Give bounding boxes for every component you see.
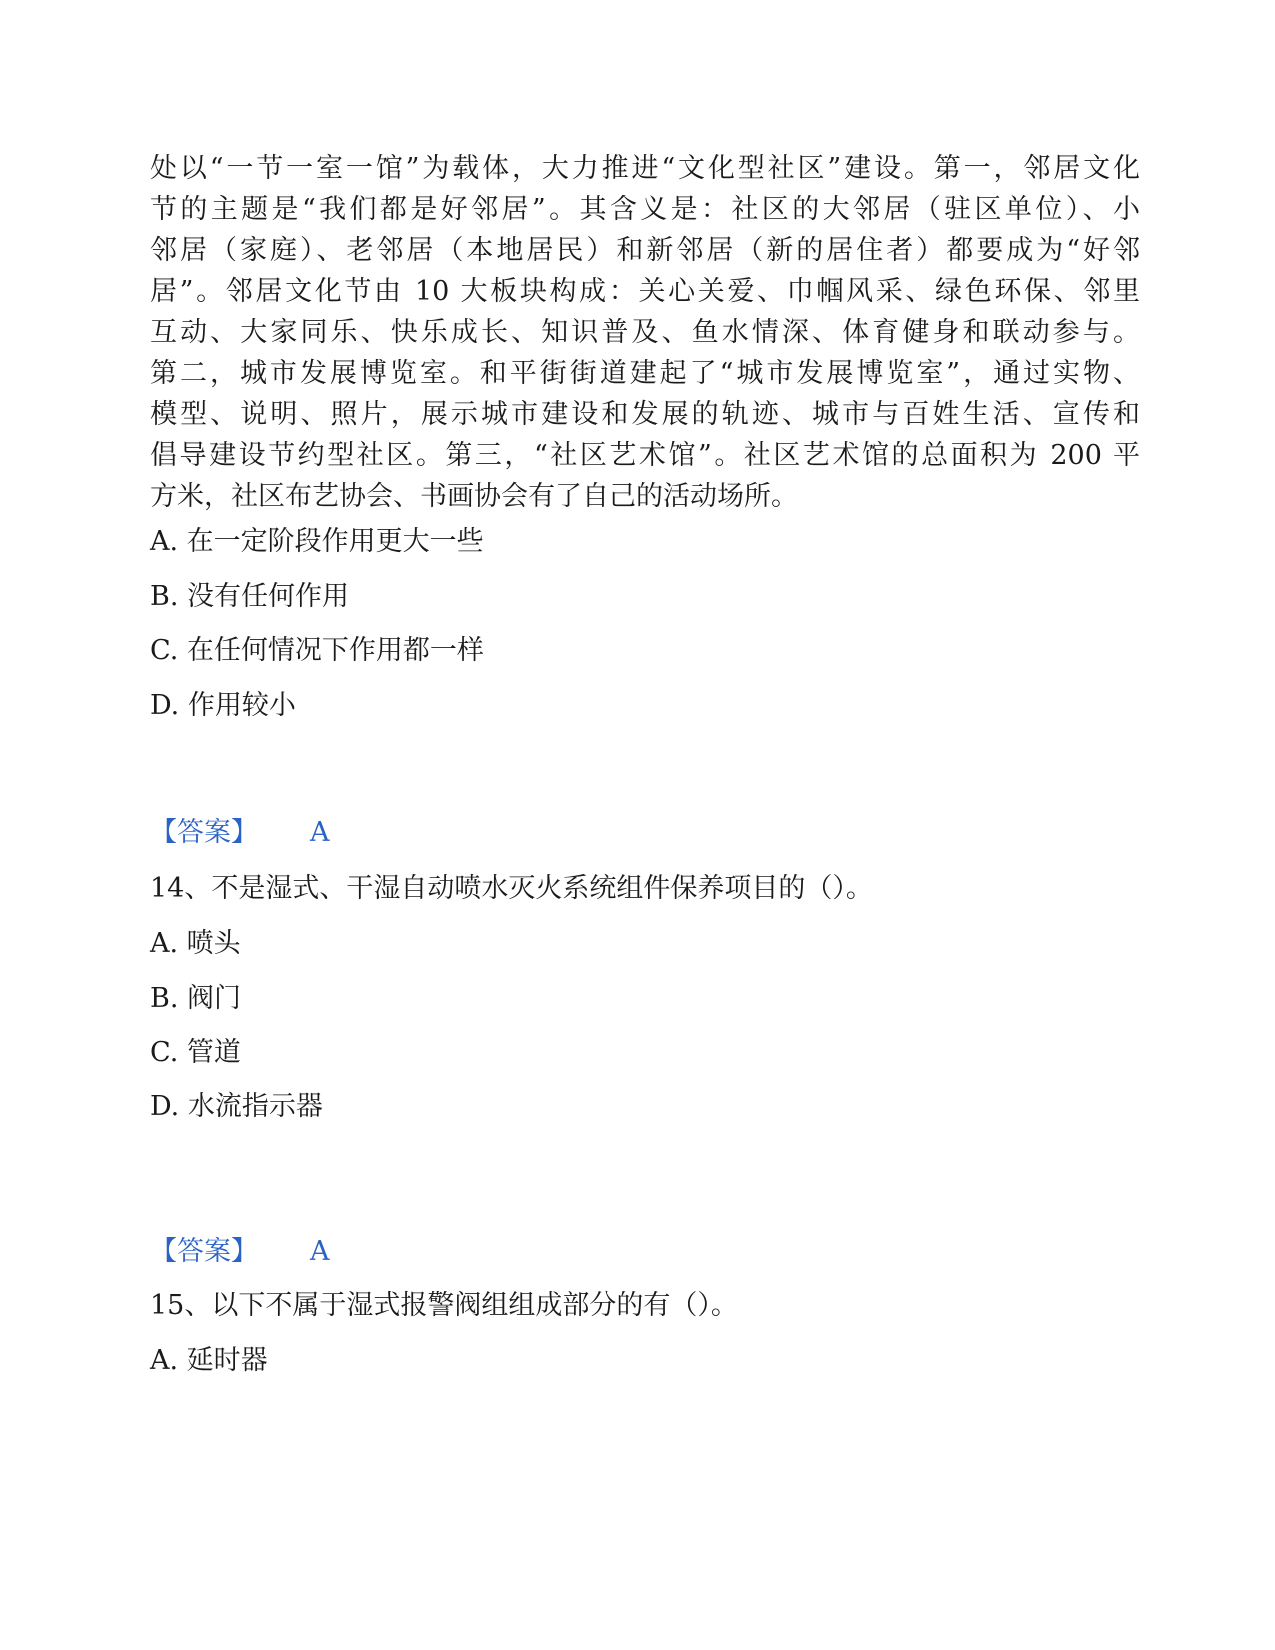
question-passage	[150, 148, 1140, 517]
q13-option-d: D. 作用较小	[150, 690, 296, 721]
passage-line: 第二，城市发展博览室。和平街街道建起了“城市发展博览室”，通过实物、	[150, 358, 1140, 389]
q14-option-d: D. 水流指示器	[150, 1091, 323, 1122]
passage-line: 节的主题是“我们都是好邻居”。其含义是：社区的大邻居（驻区单位）、小	[150, 194, 1140, 225]
q15-option-a: A. 延时器	[150, 1345, 268, 1376]
q13-answer	[150, 816, 330, 850]
answer-value: A	[310, 817, 330, 848]
q14-option-c: C. 管道	[150, 1037, 241, 1068]
q14-option-b: B. 阀门	[150, 983, 242, 1014]
q14-option-a: A. 喷头	[150, 928, 241, 959]
passage-line: 互动、大家同乐、快乐成长、知识普及、鱼水情深、体育健身和联动参与。	[150, 317, 1140, 348]
q15-question: 15、以下不属于湿式报警阀组组成部分的有（）。	[150, 1290, 738, 1321]
passage-line: 方米，社区布艺协会、书画协会有了自己的活动场所。	[150, 481, 798, 512]
q13-option-c: C. 在任何情况下作用都一样	[150, 635, 484, 666]
passage-line: 居”。邻居文化节由 10 大板块构成：关心关爱、巾帼风采、绿色环保、邻里	[150, 276, 1140, 307]
passage-line: 模型、说明、照片，展示城市建设和发展的轨迹、城市与百姓生活、宣传和	[150, 399, 1140, 430]
answer-label: 【答案】	[150, 1236, 258, 1267]
passage-line: 邻居（家庭）、老邻居（本地居民）和新邻居（新的居住者）都要成为“好邻	[150, 235, 1140, 266]
passage-line: 处以“一节一室一馆”为载体，大力推进“文化型社区”建设。第一，邻居文化	[150, 153, 1140, 184]
answer-value: A	[310, 1236, 330, 1267]
q14-question: 14、不是湿式、干湿自动喷水灭火系统组件保养项目的（）。	[150, 873, 873, 904]
passage-line: 倡导建设节约型社区。第三，“社区艺术馆”。社区艺术馆的总面积为 200 平	[150, 440, 1140, 471]
q13-option-b: B. 没有任何作用	[150, 581, 350, 612]
q14-answer	[150, 1235, 330, 1269]
q13-option-a: A. 在一定阶段作用更大一些	[150, 526, 484, 557]
document-page	[150, 0, 1140, 1650]
answer-label: 【答案】	[150, 817, 258, 848]
